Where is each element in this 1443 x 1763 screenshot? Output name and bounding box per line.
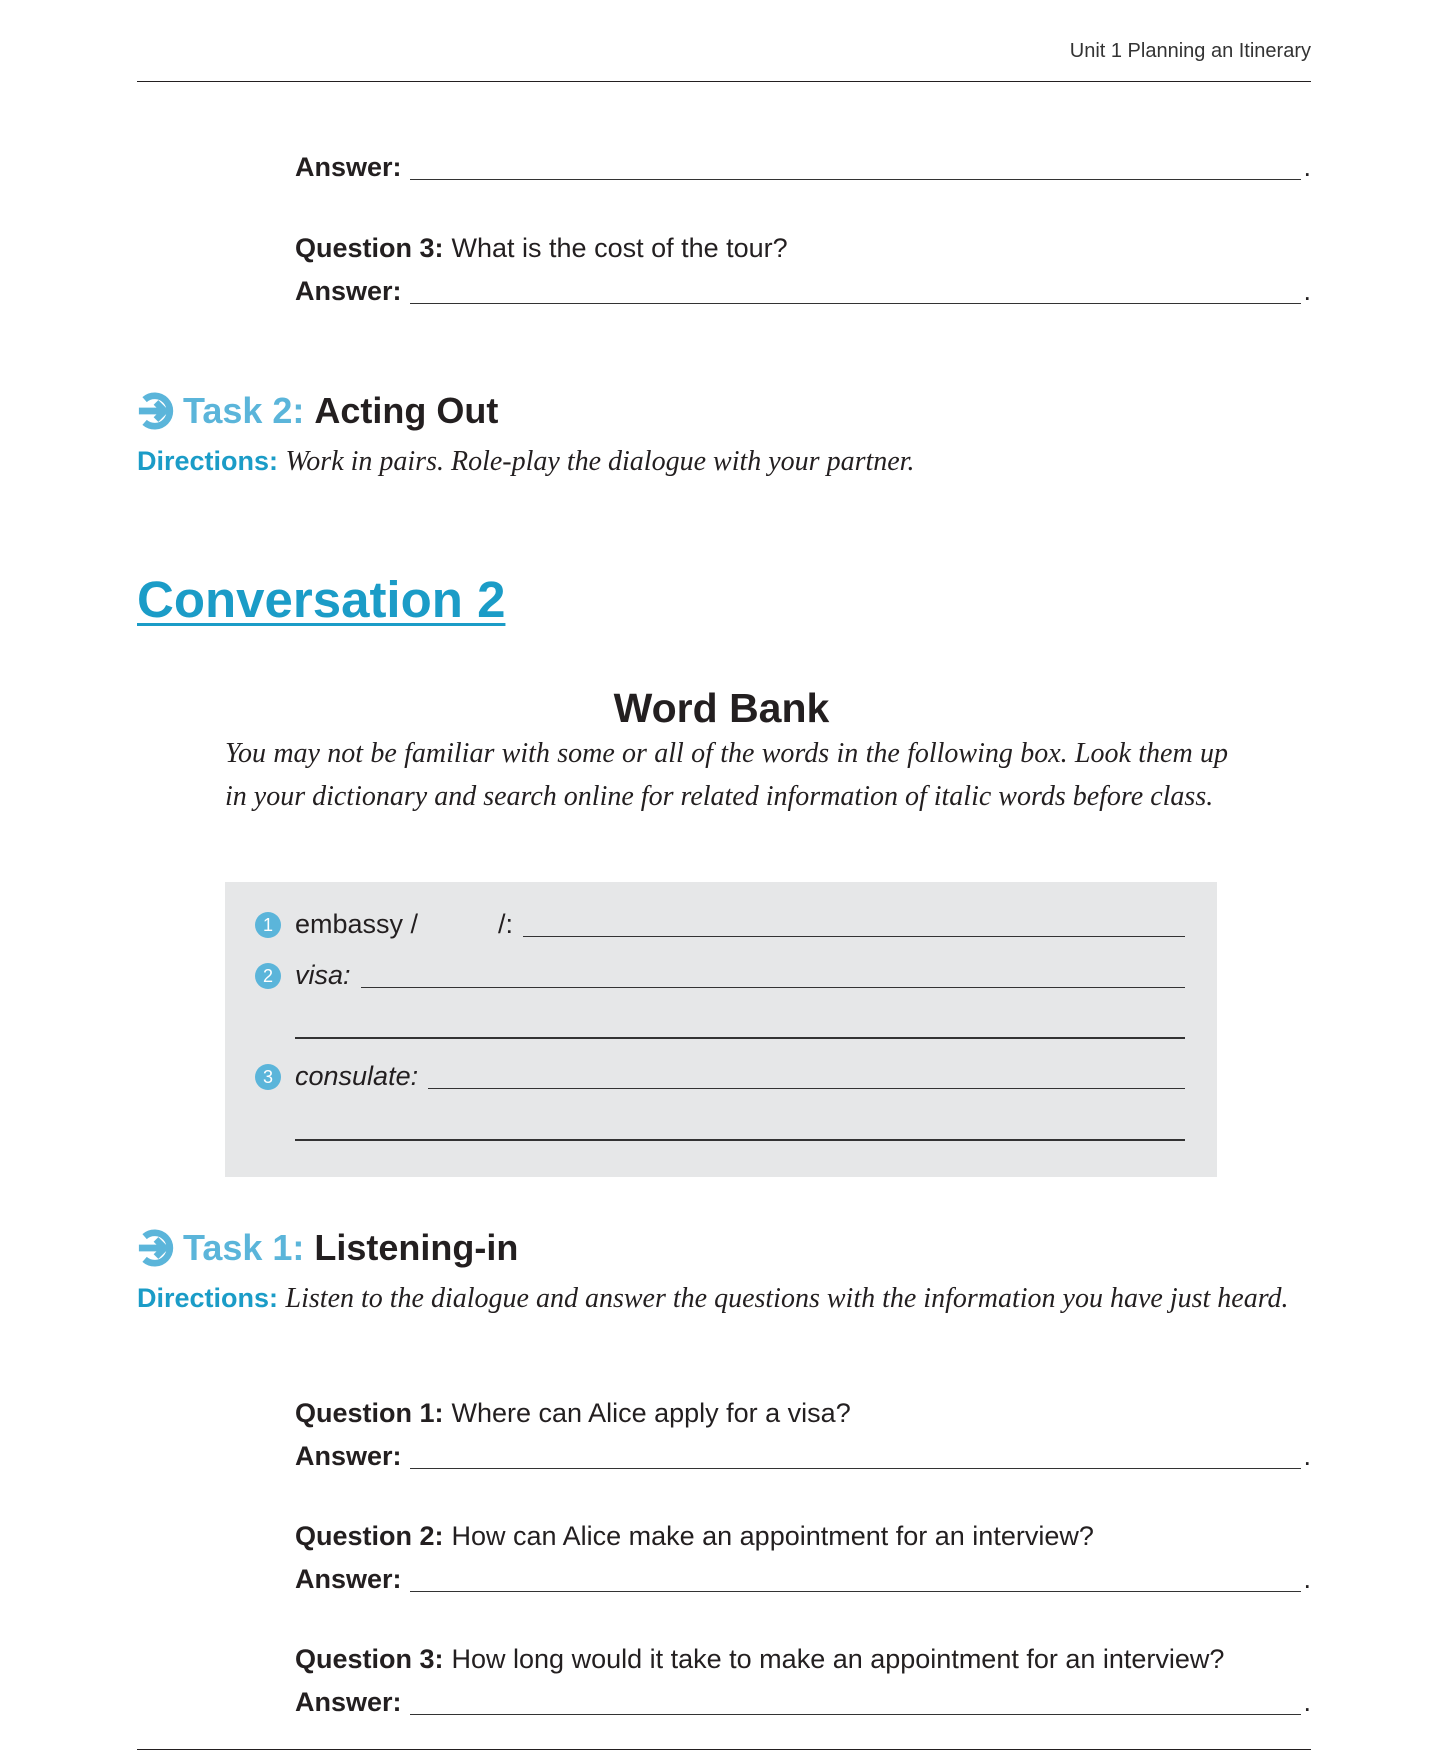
definition-blank[interactable] (361, 963, 1185, 988)
word: consulate: (295, 1061, 419, 1091)
task2-directions (137, 440, 1311, 483)
word-item (255, 907, 1185, 941)
answer-blank[interactable] (410, 1444, 1302, 1469)
answer-row: Answer: . (295, 1687, 1311, 1717)
running-header: Unit 1 Planning an Itinerary (1069, 40, 1311, 62)
question-label: Question 3: (295, 1644, 444, 1674)
question-label: Question 2: (295, 1521, 444, 1551)
task2-heading (137, 389, 498, 433)
header-rule (137, 81, 1311, 82)
question-text: How long would it take to make an appointment for an interview? (451, 1644, 1225, 1674)
answer-label: Answer: (295, 152, 402, 182)
question-text: Where can Alice apply for a visa? (451, 1398, 851, 1428)
word: embassy / (295, 909, 419, 939)
question-row (295, 1396, 1311, 1430)
arrow-icon (137, 392, 175, 430)
arrow-icon (137, 1229, 175, 1267)
answer-label: Answer: (295, 1441, 402, 1471)
word-bank-title: Word Bank (613, 685, 830, 731)
question-row (295, 231, 1311, 265)
directions-text: Listen to the dialogue and answer the questions with the information you have just heard. (285, 1283, 1289, 1314)
answer-blank[interactable] (410, 155, 1302, 180)
directions-label: Directions: (137, 446, 279, 476)
question-text: How can Alice make an appointment for an interview? (451, 1521, 1094, 1551)
answer-label: Answer: (295, 1564, 402, 1594)
task-title: Listening-in (314, 1227, 519, 1268)
conversation-title: Conversation 2 (137, 571, 506, 628)
answer-row: Answer: . (295, 276, 1311, 306)
word: visa: (295, 960, 351, 990)
word-item (255, 1059, 1185, 1093)
question-row (295, 1642, 1311, 1676)
answer-label: Answer: (295, 276, 402, 306)
number-badge-icon: 1 (255, 912, 281, 938)
answer-label: Answer: (295, 1687, 402, 1717)
question-label: Question 3: (295, 233, 444, 263)
number-badge-icon: 3 (255, 1064, 281, 1090)
question-label: Question 1: (295, 1398, 444, 1428)
answer-row: Answer: . (295, 1441, 1311, 1471)
question-text: What is the cost of the tour? (451, 233, 788, 263)
definition-blank[interactable] (523, 912, 1185, 937)
question-row (295, 1519, 1311, 1553)
task-label: Task 2: (183, 390, 305, 431)
definition-blank[interactable] (295, 1037, 1185, 1039)
answer-blank[interactable] (410, 1690, 1302, 1715)
directions-label: Directions: (137, 1283, 279, 1313)
task1-heading (137, 1226, 518, 1270)
task-title: Acting Out (314, 390, 499, 431)
footer-rule (137, 1749, 1311, 1750)
word-suffix: /: (498, 909, 514, 939)
word-item (255, 958, 1185, 992)
number-badge-icon: 2 (255, 963, 281, 989)
answer-row: Answer: . (295, 152, 1311, 182)
task-label: Task 1: (183, 1227, 305, 1268)
answer-blank[interactable] (410, 279, 1302, 304)
word-bank-instructions: You may not be familiar with some or all of the words in the following box. Look them up in your dictionary and search online for related information of italic words before class. (225, 738, 1228, 812)
answer-blank[interactable] (410, 1567, 1302, 1592)
definition-blank[interactable] (295, 1139, 1185, 1141)
directions-text: Work in pairs. Role-play the dialogue with your partner. (285, 446, 915, 477)
answer-row: Answer: . (295, 1564, 1311, 1594)
definition-blank[interactable] (428, 1064, 1185, 1089)
task1-directions (137, 1277, 1311, 1320)
